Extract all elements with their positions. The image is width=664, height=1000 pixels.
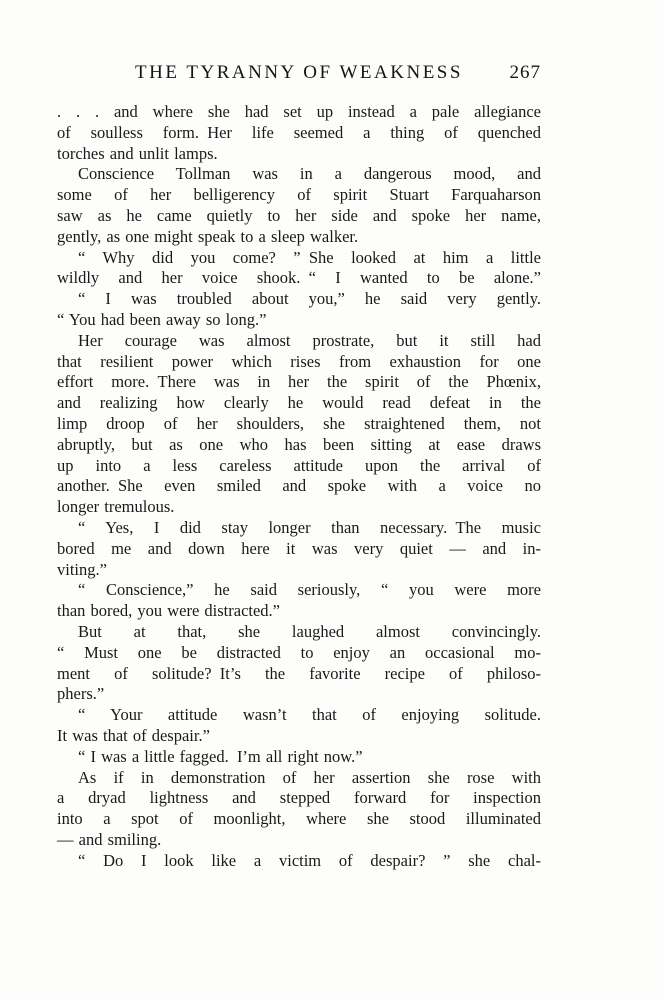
paragraph [57,851,541,872]
page-body [57,102,541,871]
text-line: “ Must one be distracted to enjoy an occasional mo- [57,642,541,662]
text-line: torches and unlit lamps. [57,143,218,163]
text-line: “ Your attitude wasn’t that of enjoying solitude. [78,705,541,725]
text-line: than bored, you were distracted.” [57,601,280,621]
paragraph [57,768,541,851]
text-line: and realizing how clearly he would read defeat in the [57,393,541,413]
paragraph [57,705,541,747]
text-line: wildly and her voice shook. “ I wanted to be alone.” [57,268,541,288]
paragraph [57,580,541,622]
text-line: that resilient power which rises from exhaustion for one [57,351,541,371]
text-line: abruptly, but as one who has been sitting at ease draws [57,434,541,454]
text-line: another. She even smiled and spoke with a voice no [57,476,541,496]
running-head [57,62,541,86]
paragraph [57,518,541,580]
text-line: As if in demonstration of her assertion she rose with [78,767,541,787]
text-line: “ I was troubled about you,” he said very gently. [78,289,541,309]
page-number: 267 [509,62,541,83]
text-line: some of her belligerency of spirit Stuart Farquaharson [57,185,541,205]
paragraph [57,289,541,331]
paragraph [57,331,541,518]
text-line: of soulless form. Her life seemed a thing of quenched [57,122,541,142]
text-line: ment of solitude? It’s the favorite recipe of philoso- [57,663,541,683]
text-line: longer tremulous. [57,497,175,517]
text-line: “ Conscience,” he said seriously, “ you were more [78,580,541,600]
text-line: “ I was a little fagged. I’m all right now.” [78,746,363,766]
text-line: phers.” [57,684,105,704]
paragraph [57,622,541,705]
text-line: . . . and where she had set up instead a pale allegiance [57,102,541,121]
paragraph [57,248,541,290]
text-line: gently, as one might speak to a sleep walker. [57,226,359,246]
paragraph [57,164,541,247]
text-line: into a spot of moonlight, where she stood illuminated [57,809,541,829]
text-line: Conscience Tollman was in a dangerous mood, and [78,164,541,184]
text-line: But at that, she laughed almost convincingly. [78,621,541,641]
text-line: bored me and down here it was very quiet — and in- [57,538,541,558]
text-line: limp droop of her shoulders, she straightened them, not [57,413,541,433]
text-line: effort more. There was in her the spirit of the Phœnix, [57,372,541,392]
text-line: “ Why did you come? ” She looked at him a little [78,247,541,267]
paragraph [57,102,541,164]
text-line: viting.” [57,559,107,579]
running-head-title: THE TYRANNY OF WEAKNESS [135,62,463,83]
paragraph [57,747,541,768]
text-line: a dryad lightness and stepped forward for inspection [57,788,541,808]
text-line: Her courage was almost prostrate, but it still had [78,330,541,350]
text-line: up into a less careless attitude upon the arrival of [57,455,541,475]
text-line: It was that of despair.” [57,725,210,745]
text-line: “ You had been away so long.” [57,309,267,329]
text-line: “ Yes, I did stay longer than necessary. The music [78,517,541,537]
text-line: “ Do I look like a victim of despair? ” she chal- [78,850,541,870]
text-line: saw as he came quietly to her side and spoke her name, [57,205,541,225]
text-line: — and smiling. [57,829,162,849]
